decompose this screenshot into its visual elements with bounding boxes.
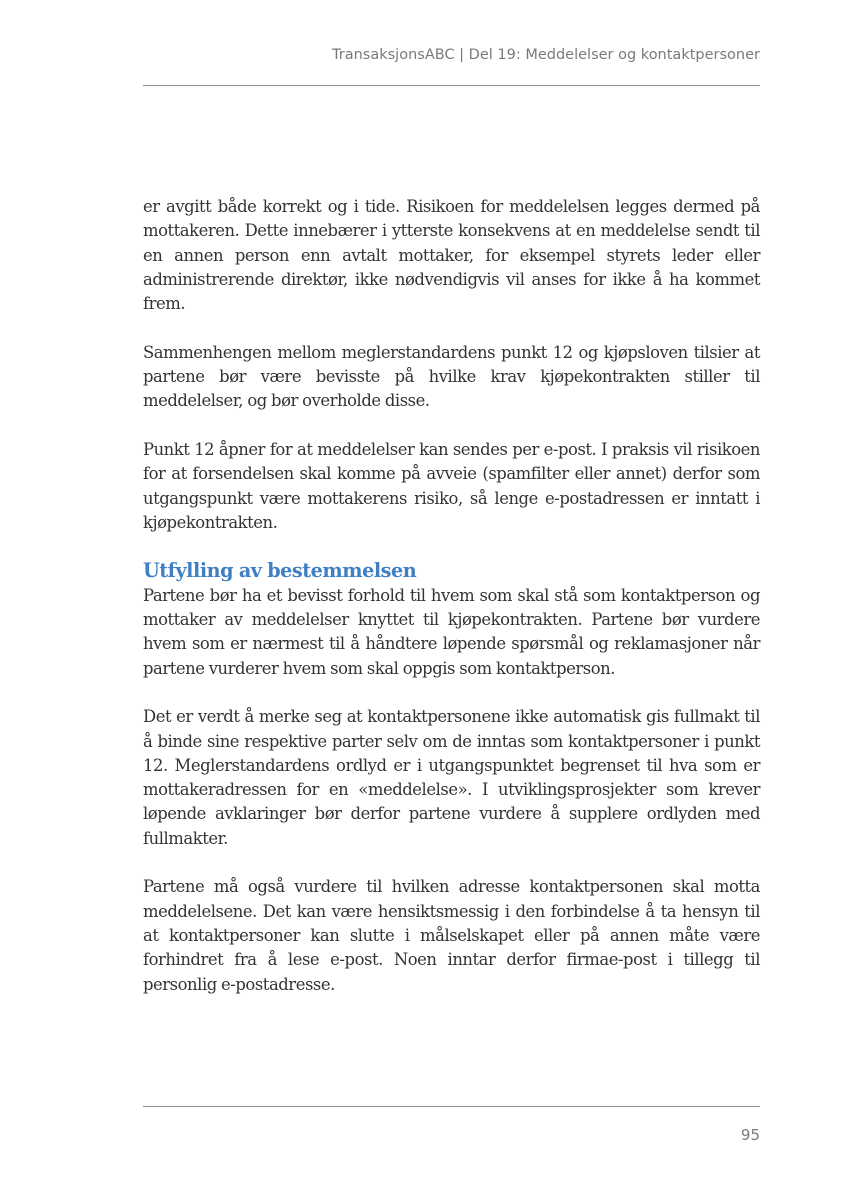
paragraph: Punkt 12 åpner for at meddelelser kan sendes per e-post. I praksis vil risikoen for at forsendelsen skal komme på avveie (spamfilter eller annet) derfor som utgangspunkt være mottakerens risiko, så lenge e-postadressen er inntatt i kjøpekontrakten. [143,439,760,532]
footer-divider [143,1106,760,1107]
header-divider [143,85,760,86]
page-number: 95 [740,1126,760,1144]
paragraph: Partene bør ha et bevisst forhold til hvem som skal stå som kontaktperson og mottaker av meddelelser knyttet til kjøpekontrakten. Partene bør vurdere hvem som er nærmest til å håndtere løpende spørsmål og reklamasjoner når partene vurderer hvem som skal oppgis som kontaktperson. [143,585,760,678]
paragraph: Det er verdt å merke seg at kontaktpersonene ikke automatisk gis fullmakt til å binde sine respektive parter selv om de inntas som kontaktpersoner i punkt 12. Meglerstandardens ordlyd er i utgangspunktet begrenset til hva som er mottakeradressen for en «meddelelse». I utviklingsprosjekter som krever løpende avklaringer bør derfor partene vurdere å supplere ordlyden med fullmakter. [143,707,760,848]
running-header: TransaksjonsABC | Del 19: Meddelelser og kontaktpersoner [332,47,760,63]
paragraph: er avgitt både korrekt og i tide. Risikoen for meddelelsen legges dermed på mottakeren. Dette innebærer i ytterste konsekvens at en meddelelse sendt til en annen person enn avtalt mottaker, for eksempel styrets leder eller administrerende direktør, ikke nødvendigvis vil anses for ikke å ha kommet frem. [143,197,760,314]
section-heading: Utfylling av bestemmelsen [143,559,417,583]
body-text [143,195,760,1021]
paragraph: Sammenhengen mellom meglerstandardens punkt 12 og kjøpsloven tilsier at partene bør være bevisste på hvilke krav kjøpekontrakten stiller til meddelelser, og bør overholde disse. [143,342,760,411]
paragraph: Partene må også vurdere til hvilken adresse kontaktpersonen skal motta meddelelsene. Det kan være hensiktsmessig i den forbindelse å ta hensyn til at kontaktpersoner kan slutte i målselskapet eller på annen måte være forhindret fra å lese e-post. Noen inntar derfor firmae-post i tillegg til personlig e-postadresse. [143,877,760,994]
